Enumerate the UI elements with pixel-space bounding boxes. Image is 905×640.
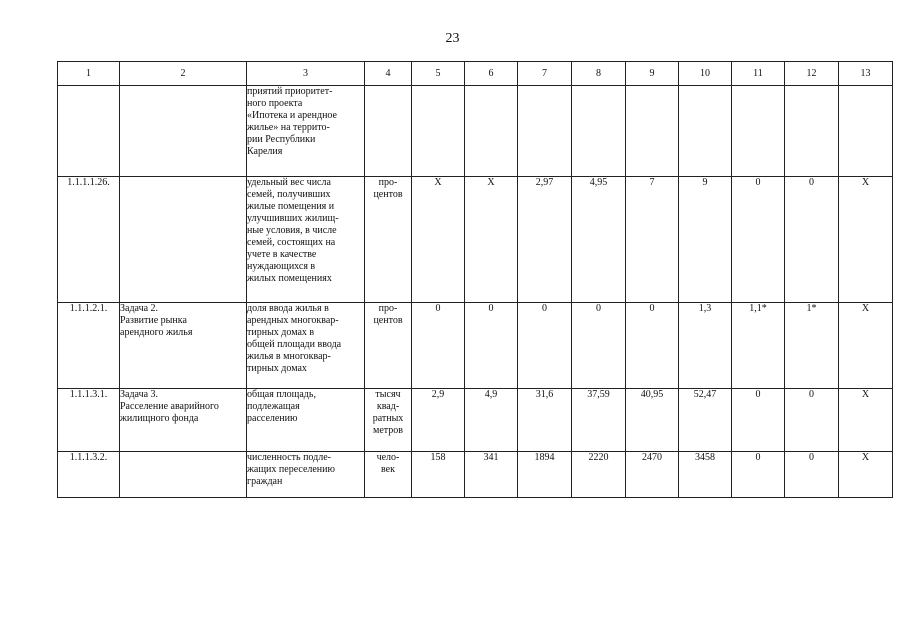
row-code: 1.1.1.1.26. — [58, 177, 120, 303]
row-code: 1.1.1.2.1. — [58, 303, 120, 389]
value-cell: 4,95 — [572, 177, 626, 303]
column-header: 11 — [732, 62, 785, 86]
value-cell: 0 — [785, 177, 839, 303]
value-cell: 3458 — [679, 452, 732, 498]
indicator-cell — [247, 86, 365, 177]
value-cell: 0 — [732, 452, 785, 498]
row-code: 1.1.1.3.1. — [58, 389, 120, 452]
column-header: 2 — [120, 62, 247, 86]
column-header: 4 — [365, 62, 412, 86]
value-cell: 1,3 — [679, 303, 732, 389]
value-cell: 0 — [626, 303, 679, 389]
indicator-cell — [247, 177, 365, 303]
value-cell: 2220 — [572, 452, 626, 498]
value-cell — [465, 86, 518, 177]
indicator-text: общая площадь, подлежащая расселению — [247, 389, 316, 424]
indicators-table — [57, 61, 893, 498]
indicator-text: доля ввода жилья в арендных многоквар- тирных домах в общей площади ввода жилья в многоквар- тирных домах — [247, 303, 342, 374]
column-header: 12 — [785, 62, 839, 86]
row-code: 1.1.1.3.2. — [58, 452, 120, 498]
row-code — [58, 86, 120, 177]
value-cell: 4,9 — [465, 389, 518, 452]
unit-cell — [365, 177, 412, 303]
column-header: 9 — [626, 62, 679, 86]
value-cell: 2,97 — [518, 177, 572, 303]
value-cell: 2470 — [626, 452, 679, 498]
unit-text: чело- век — [376, 452, 400, 475]
unit-text: тысяч квад- ратных метров — [372, 389, 404, 436]
table-row — [58, 177, 893, 303]
column-header: 7 — [518, 62, 572, 86]
column-header: 8 — [572, 62, 626, 86]
column-header: 6 — [465, 62, 518, 86]
table-row — [58, 303, 893, 389]
column-header: 5 — [412, 62, 465, 86]
task-cell — [120, 389, 247, 452]
value-cell — [412, 86, 465, 177]
page-number: 23 — [445, 31, 460, 46]
value-cell: X — [839, 177, 893, 303]
value-cell: 0 — [785, 452, 839, 498]
value-cell: 52,47 — [679, 389, 732, 452]
value-cell — [626, 86, 679, 177]
value-cell: 158 — [412, 452, 465, 498]
value-cell: 1* — [785, 303, 839, 389]
value-cell: 2,9 — [412, 389, 465, 452]
value-cell — [732, 86, 785, 177]
value-cell: X — [839, 389, 893, 452]
value-cell — [679, 86, 732, 177]
value-cell: 7 — [626, 177, 679, 303]
task-cell — [120, 86, 247, 177]
value-cell: 40,95 — [626, 389, 679, 452]
value-cell: 0 — [572, 303, 626, 389]
column-number-row — [58, 62, 893, 86]
task-text: Задача 2. Развитие рынка арендного жилья — [120, 303, 193, 338]
unit-cell — [365, 86, 412, 177]
value-cell: X — [839, 452, 893, 498]
indicator-cell — [247, 303, 365, 389]
indicator-text: удельный вес числа семей, получивших жилые помещения и улучшивших жилищ- ные условия, в числе семей, состоящих на учете в качестве нуждающихся в жилых помещениях — [247, 177, 339, 284]
value-cell: 0 — [465, 303, 518, 389]
task-cell — [120, 177, 247, 303]
task-cell — [120, 303, 247, 389]
unit-cell — [365, 452, 412, 498]
value-cell: X — [465, 177, 518, 303]
value-cell: 341 — [465, 452, 518, 498]
value-cell: X — [839, 303, 893, 389]
unit-text: про- центов — [373, 177, 403, 200]
unit-cell — [365, 389, 412, 452]
value-cell — [785, 86, 839, 177]
value-cell — [572, 86, 626, 177]
unit-text: про- центов — [373, 303, 403, 326]
indicator-text: численность подле- жащих переселению граждан — [247, 452, 335, 487]
value-cell: 0 — [732, 389, 785, 452]
column-header: 13 — [839, 62, 893, 86]
table-row — [58, 389, 893, 452]
value-cell: 0 — [785, 389, 839, 452]
value-cell — [839, 86, 893, 177]
column-header: 10 — [679, 62, 732, 86]
value-cell: 31,6 — [518, 389, 572, 452]
table-row — [58, 86, 893, 177]
column-header: 1 — [58, 62, 120, 86]
task-text: Задача 3. Расселение аварийного жилищного фонда — [120, 389, 219, 424]
value-cell: 0 — [412, 303, 465, 389]
value-cell: 1894 — [518, 452, 572, 498]
value-cell — [518, 86, 572, 177]
value-cell: X — [412, 177, 465, 303]
table-row — [58, 452, 893, 498]
value-cell: 9 — [679, 177, 732, 303]
value-cell: 0 — [732, 177, 785, 303]
indicator-text: приятий приоритет- ного проекта «Ипотека и арендное жилье» на террито- рии Республики Карелия — [247, 86, 337, 157]
value-cell: 0 — [518, 303, 572, 389]
column-header: 3 — [247, 62, 365, 86]
value-cell: 1,1* — [732, 303, 785, 389]
indicator-cell — [247, 452, 365, 498]
unit-cell — [365, 303, 412, 389]
indicator-cell — [247, 389, 365, 452]
task-cell — [120, 452, 247, 498]
value-cell: 37,59 — [572, 389, 626, 452]
